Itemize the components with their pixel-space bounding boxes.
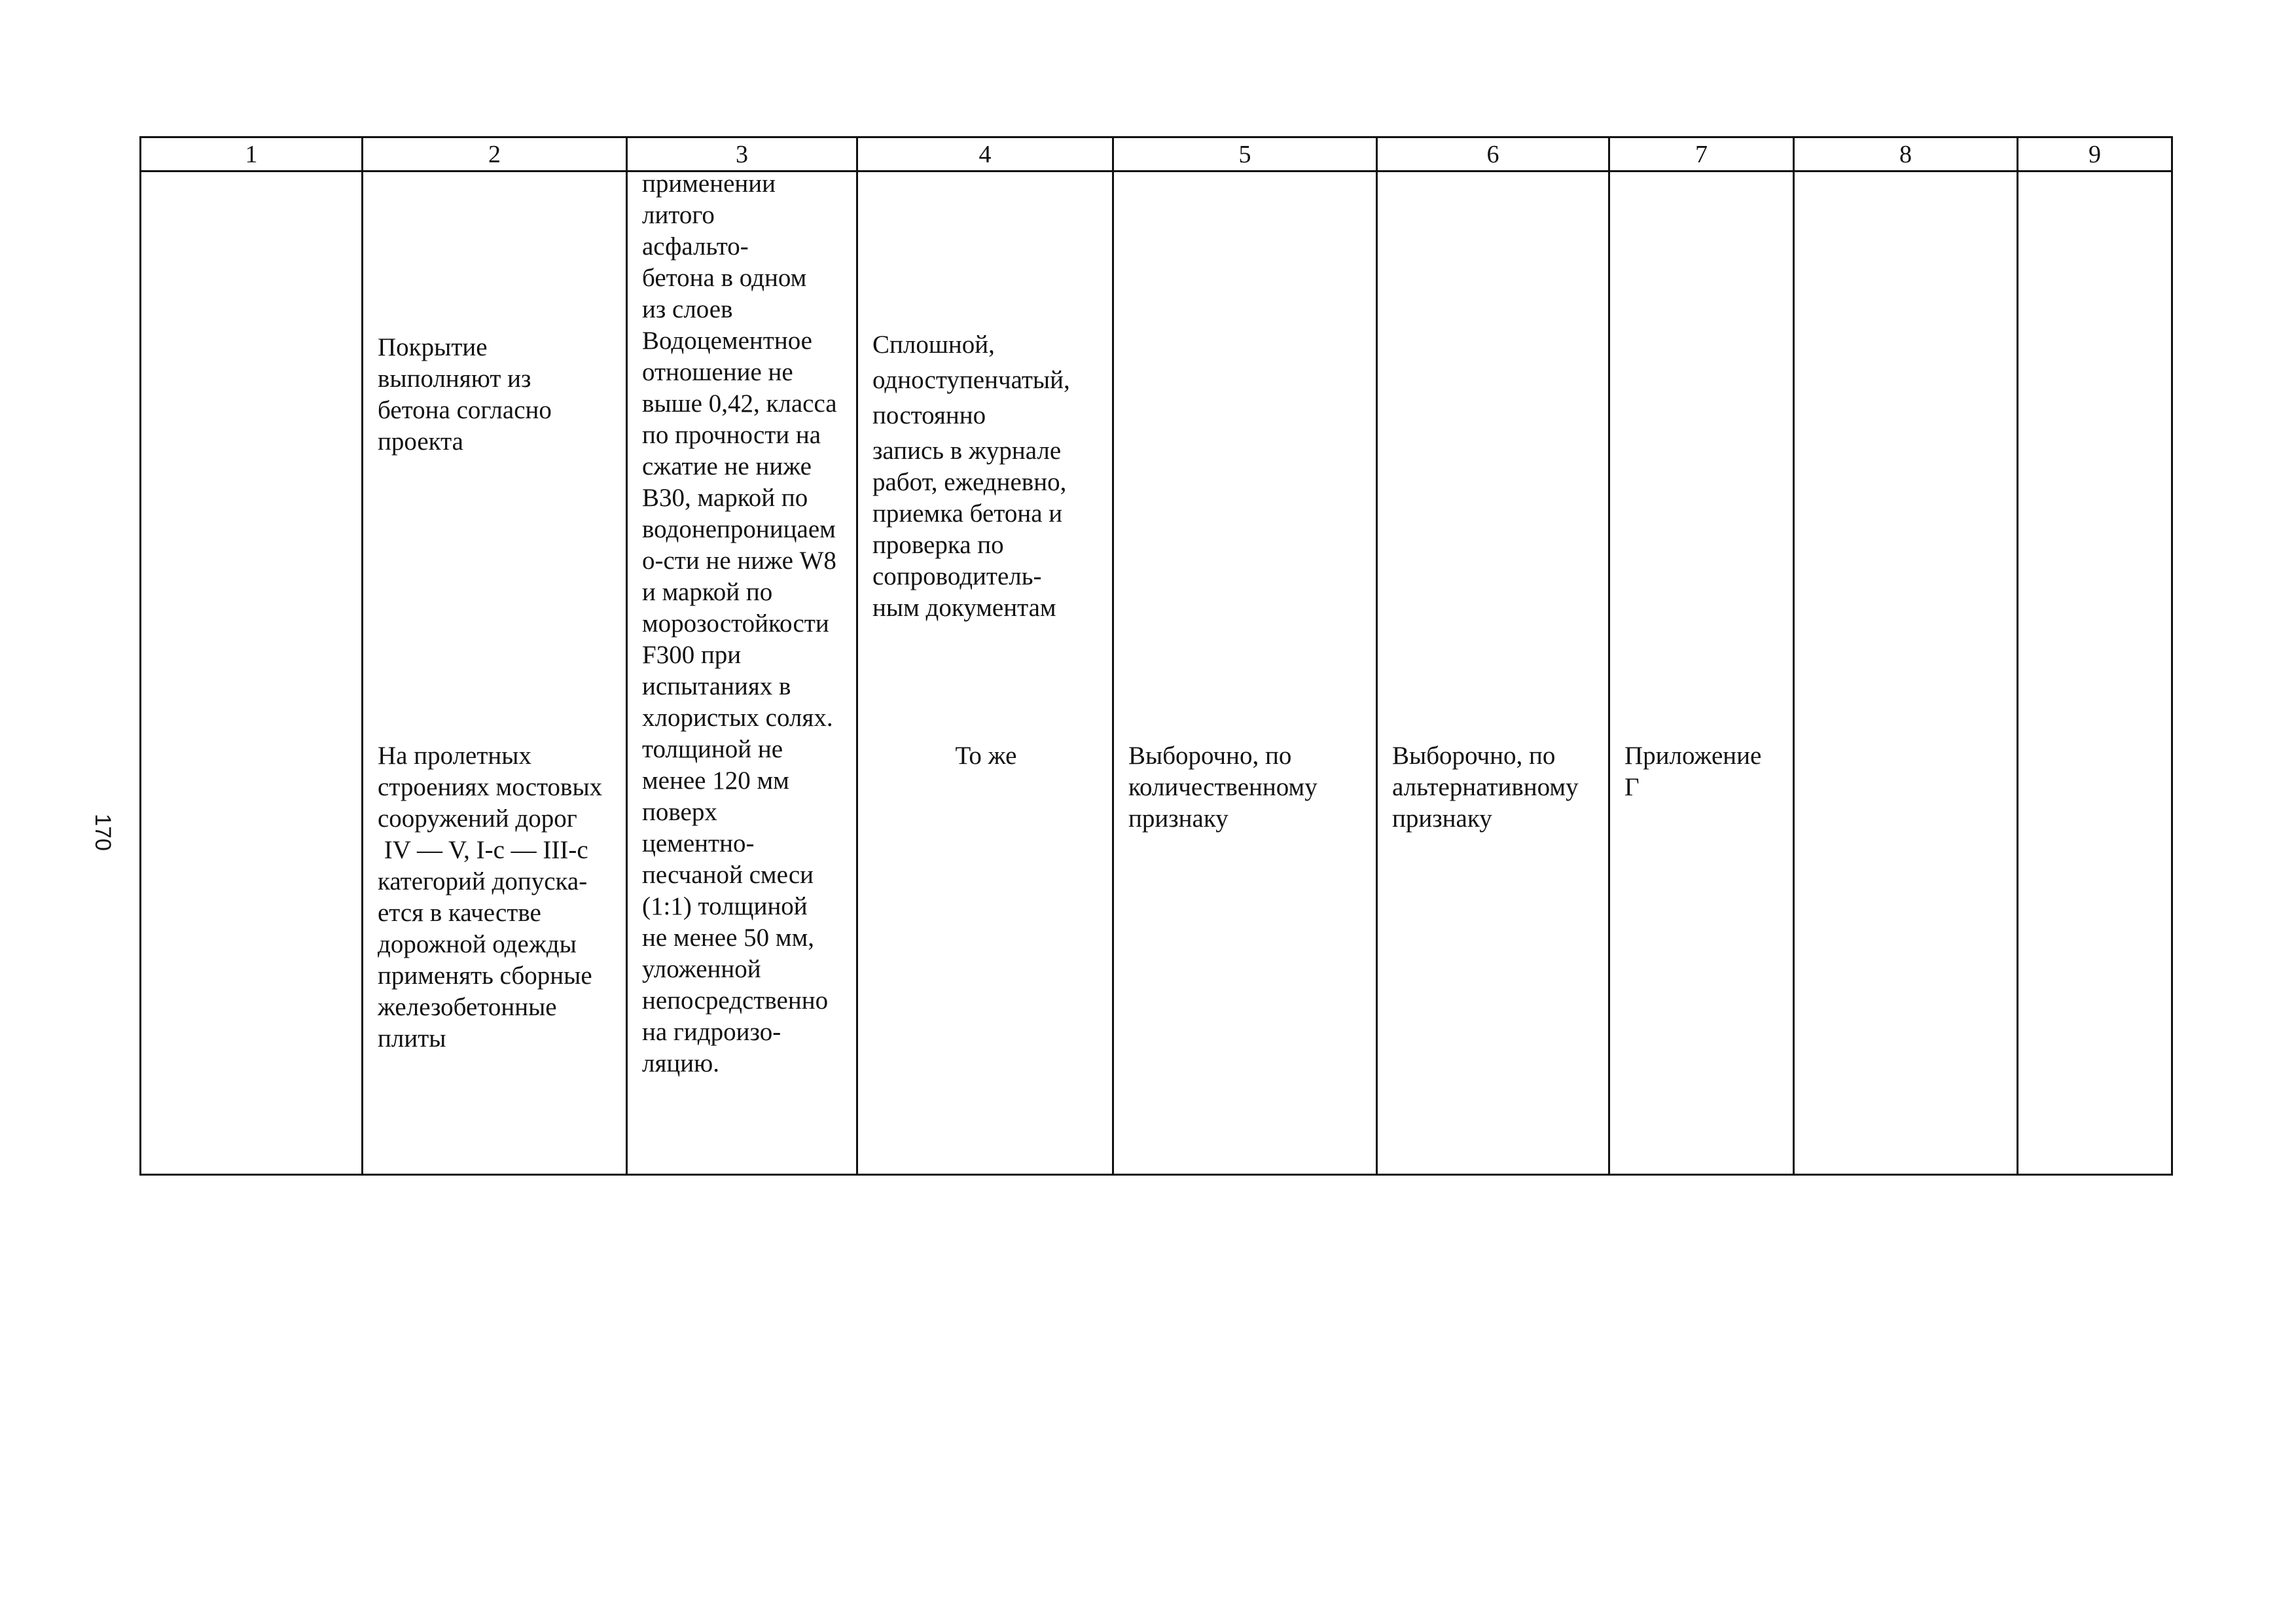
header-col-9: 9 (2018, 137, 2172, 171)
cell-col-2 (363, 171, 627, 1175)
sampling-quantitative-text: Выборочно, по количественному признаку (1128, 742, 1318, 833)
control-line-3: постоянно (872, 401, 986, 429)
cell-col-9 (2018, 171, 2172, 1175)
header-col-4: 4 (857, 137, 1113, 171)
header-col-3: 3 (627, 137, 857, 171)
control-line-1: Сплошной, (872, 331, 995, 359)
same-text: То же (955, 742, 1017, 770)
control-line-2: одноступенчатый, (872, 366, 1070, 394)
control-line-4: запись в журнале работ, ежедневно, приемка бетона и проверка по сопроводитель- ным документам (872, 437, 1067, 622)
cell-col-3 (627, 171, 857, 1175)
header-col-2: 2 (363, 137, 627, 171)
cell-col-8 (1794, 171, 2018, 1175)
concrete-parameters-text: применении литого асфальто- бетона в одном из слоев Водоцементное отношение не выше 0,42, класса по прочности на сжатие не ниже В30, маркой по водонепроницаем о-сти не ниже W8 и маркой по морозостойкости F300 при испытаниях в хлористых солях. толщиной не менее 120 мм поверх цементно- песчаной смеси (1:1) толщиной не менее 50 мм, уложенной непосредственно на гидроизо- ляцию. (642, 170, 837, 1077)
control-type-text (872, 329, 1070, 624)
bridge-spans-text: На пролетных строениях мостовых сооружений дорог IV — V, I-c — III-c категорий допуска- ется в качестве дорожной одежды применять сборные железобетонные плиты (378, 742, 603, 1053)
cell-col-6 (1377, 171, 1609, 1175)
header-col-7: 7 (1609, 137, 1794, 171)
table-row (141, 171, 2172, 1175)
header-col-1: 1 (141, 137, 363, 171)
cell-col-5 (1113, 171, 1377, 1175)
cell-col-4 (857, 171, 1113, 1175)
appendix-reference-text: Приложение Г (1624, 742, 1762, 801)
cell-col-7 (1609, 171, 1794, 1175)
cell-col-1 (141, 171, 363, 1175)
sampling-alternative-text: Выборочно, по альтернативному признаку (1392, 742, 1579, 833)
header-col-5: 5 (1113, 137, 1377, 171)
header-col-6: 6 (1377, 137, 1609, 171)
header-col-8: 8 (1794, 137, 2018, 171)
header-row (141, 137, 2172, 171)
pavement-requirement-text: Покрытие выполняют из бетона согласно проекта (378, 333, 552, 456)
spec-table (139, 136, 2173, 1176)
page-number: 170 (90, 814, 115, 851)
